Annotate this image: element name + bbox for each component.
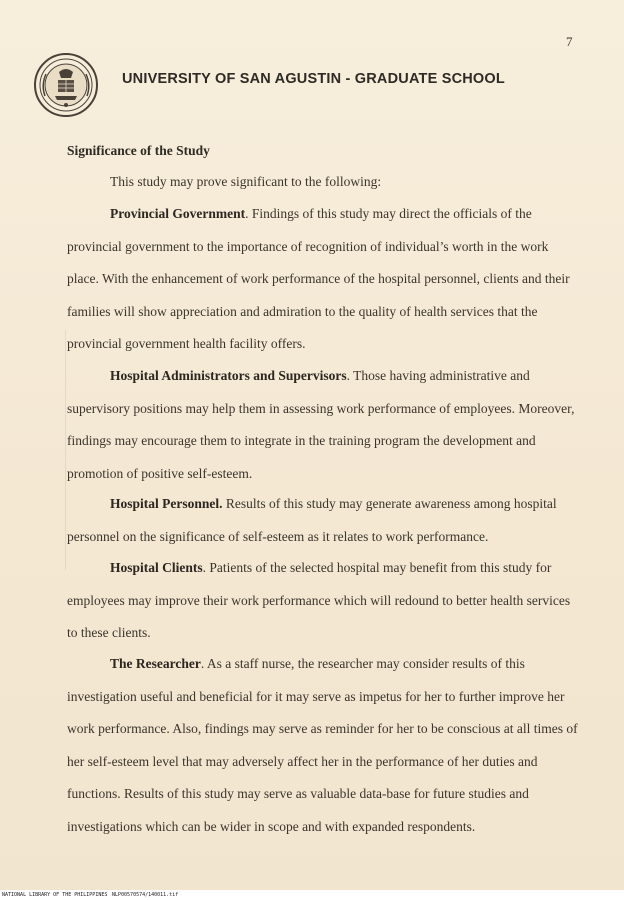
page-number: 7 (566, 34, 573, 49)
section-intro: This study may prove significant to the following: (110, 174, 382, 189)
paragraph-heading: Hospital Personnel. (110, 496, 223, 511)
university-seal-icon (33, 52, 99, 118)
paragraph-provincial-government (67, 198, 581, 361)
paragraph-hospital-personnel (67, 488, 581, 553)
paragraph-heading: Provincial Government (110, 206, 246, 221)
paragraph-heading: Hospital Clients (110, 560, 203, 575)
paragraph-text: . Findings of this study may direct the officials of the provincial government to the importance of recognition of individual’s worth in the work place. With the enhancement of work performance of the hospital personnel, clients and their families will show appreciation and admiration to the quality of health services that the provincial government health facility offers. (67, 206, 570, 351)
paragraph-heading: The Researcher (110, 656, 201, 671)
scan-margin-line (65, 330, 66, 570)
paragraph-heading: Hospital Administrators and Supervisors (110, 368, 347, 383)
paragraph-text: . Those having administrative and supervisory positions may help them in assessing work performance of employees. Moreover, findings may encourage them to integrate in the training program the development and promotion of positive self-esteem. (67, 368, 575, 481)
footer-library-label: NATIONAL LIBRARY OF THE PHILIPPINES (2, 892, 108, 898)
header-title: UNIVERSITY OF SAN AGUSTIN - GRADUATE SCHOOL (122, 71, 505, 87)
paragraph-text: . As a staff nurse, the researcher may consider results of this investigation useful and beneficial for it may serve as impetus for her to further improve her work performance. Also, findings may serve as reminder for her to be conscious at all times of her self-esteem level that may adversely affect her in the performance of her duties and functions. Results of this study may serve as valuable data-base for future studies and investigations which can be wider in scope and with expanded respondents. (67, 656, 578, 834)
paragraph-text: Results of this study may generate awareness among hospital personnel on the significance of self-esteem as it relates to work performance. (67, 496, 557, 544)
paragraph-the-researcher (67, 648, 581, 843)
paragraph-hospital-administrators (67, 360, 581, 490)
section-title: Significance of the Study (67, 143, 210, 158)
footer-file-code: NLP00570574/140011.tif (112, 892, 179, 898)
paragraph-text: . Patients of the selected hospital may benefit from this study for employees may improve their work performance which will redound to better health services to these clients. (67, 560, 571, 640)
paragraph-hospital-clients (67, 552, 581, 650)
